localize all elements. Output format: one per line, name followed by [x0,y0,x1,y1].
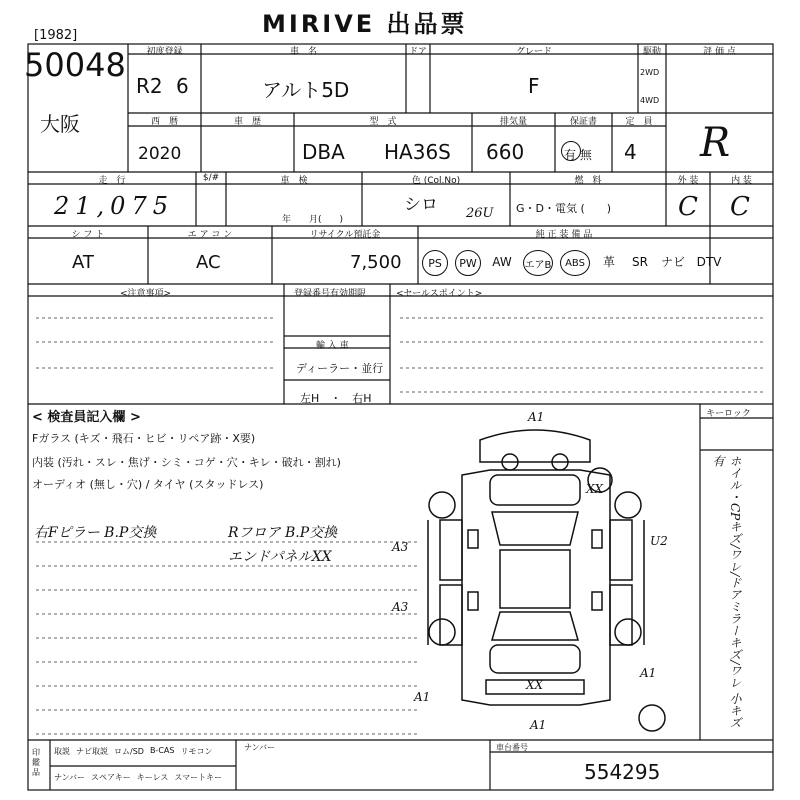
shift-value: AT [72,252,94,273]
handwritten-note-2: Rフロア B.P交換 [228,525,338,541]
aircon-value: AC [196,252,221,273]
lot-number: 50048 [24,46,126,84]
doc-smart-key: スマートキー [174,773,223,782]
label-meter: $/# [202,173,220,183]
damage-mark-rr: A1 [640,666,657,680]
label-model-type: 型 式 [369,117,397,127]
label-key-lock: キーロック [706,409,751,419]
drive-2wd: 2WD [640,68,660,77]
interior-value: C [730,192,750,222]
import-options: ディーラー・並行 [296,362,384,375]
month-value: 6 [176,74,189,98]
equipment-list [422,250,772,276]
label-reg-expiry: 登録番号有効期限 [294,289,367,299]
damage-mark-rear-bottom: A1 [530,718,547,732]
equip-pw: PW [455,250,481,276]
label-warranty: 保証書 [569,117,597,127]
label-interior: 内 装 [731,176,752,186]
label-doors: ドア [409,47,427,57]
venue-label: 大阪 [40,112,80,136]
label-fuel: 燃 料 [574,176,602,186]
label-shift: シ フ ト [71,230,105,240]
handwritten-note-3: エンドパネルXX [228,549,332,565]
era-value: R2 [136,74,163,98]
label-inspector: < 検査員記入欄 > [32,410,141,425]
doc-remote: リモコン [180,747,213,756]
inspector-line-interior: 内装 (汚れ・スレ・焦げ・シミ・コゲ・穴・キレ・破れ・割れ) [32,456,341,469]
docs-row [54,746,212,757]
steering-options: 左H ・ 右H [300,392,372,405]
capacity-value: 4 [624,140,637,164]
label-sales-point: <セールスポイント> [396,289,483,299]
label-equipment: 純 正 装 備 品 [535,230,593,240]
doc-bcas: B-CAS [149,746,175,755]
label-import: 輸 入 車 [316,341,349,351]
doc-spare-key: スペアキー [91,773,131,782]
damage-mark-rl: A1 [414,690,431,704]
label-recycle: リサイクル預託金 [309,230,381,240]
label-drive: 駆動 [642,47,661,57]
chassis-number-value: 554295 [584,760,661,784]
damage-mark-right: U2 [650,534,668,548]
label-grade: グレード [515,47,552,57]
doc-rom: ロム/SD [114,747,144,756]
doc-keyless: キーレス [136,773,169,782]
drive-4wd: 4WD [640,96,660,105]
label-chassis: 車 歴 [233,117,261,127]
equip-ps: PS [422,250,448,276]
damage-mark-rear: XX [526,678,544,692]
label-displacement: 排気量 [499,117,527,127]
label-seal: 印鑑品 [32,748,40,777]
color-code-value: 26U [466,206,494,221]
label-model-year: 西 暦 [150,117,178,127]
side-notes: ホイル・CPキズ/ワレ/ドアミラーキズ/ワレ 小キズ 有 [711,455,742,729]
stock-code: [1982] [34,28,78,43]
equip-leather: 革 [602,255,615,269]
car-diagram [428,430,665,731]
equip-navi: ナビ [660,255,685,269]
inspector-line-glass: Fガラス (キズ・飛石・ヒビ・リペア跡・X要) [32,432,256,445]
label-color: 色 (Col.No) [411,176,461,186]
equip-airbag: エアB [523,250,553,276]
eval-score-value: R [700,120,731,166]
inspection-date: 年 月( ) [282,215,344,225]
damage-mark-front: A1 [528,410,545,424]
label-notes: <注意事項> [120,289,172,299]
doc-navi-manual: ナビ取説 [76,747,108,756]
handwritten-note-1: 右Fピラー B.P交換 [34,525,157,541]
recycle-value: 7,500 [350,252,402,273]
label-inspection: 車 検 [280,176,308,186]
doc-manual: 取説 [54,747,70,756]
label-exterior: 外 装 [677,176,699,186]
inspector-line-audio: オーディオ (無し・穴) / タイヤ (スタッドレス) [32,478,264,491]
model-value: HA36S [384,140,451,164]
model-prefix-value: DBA [302,140,345,164]
damage-mark-left-2: A3 [392,600,409,614]
warranty-selected-mark [561,141,581,161]
fuel-options: G・D・電気 ( ) [516,202,612,215]
damage-mark-left-1: A3 [392,540,409,554]
warranty-options: 有 無 [564,148,592,162]
displacement-value: 660 [486,140,525,164]
doc-number: ナンバー [54,773,86,782]
equip-sunroof: SR [632,255,648,269]
equip-abs: ABS [560,250,590,276]
docs-row-2 [54,772,222,783]
equip-dtv: DTV [696,255,722,269]
year-value: 2020 [138,144,182,164]
car-name-value: アルト5D [262,78,350,102]
label-car-name: 車 名 [289,47,317,57]
label-mileage: 走 行 [98,176,126,186]
color-value: シロ [404,195,438,215]
label-eval: 評 価 点 [703,47,736,57]
label-first-reg: 初度登録 [146,47,183,57]
equip-aw: AW [492,255,512,269]
grade-value: F [528,74,540,98]
mileage-value: 21,075 [54,192,174,220]
label-aircon: エ ア コ ン [187,230,233,240]
damage-mark-fr: XX [586,482,604,496]
label-capacity: 定 員 [625,117,653,127]
form-title: MIRIVE 出品票 [262,10,468,38]
exterior-value: C [678,192,698,222]
label-number: ナンバー [244,743,276,752]
label-chassis-number: 車台番号 [496,743,528,752]
